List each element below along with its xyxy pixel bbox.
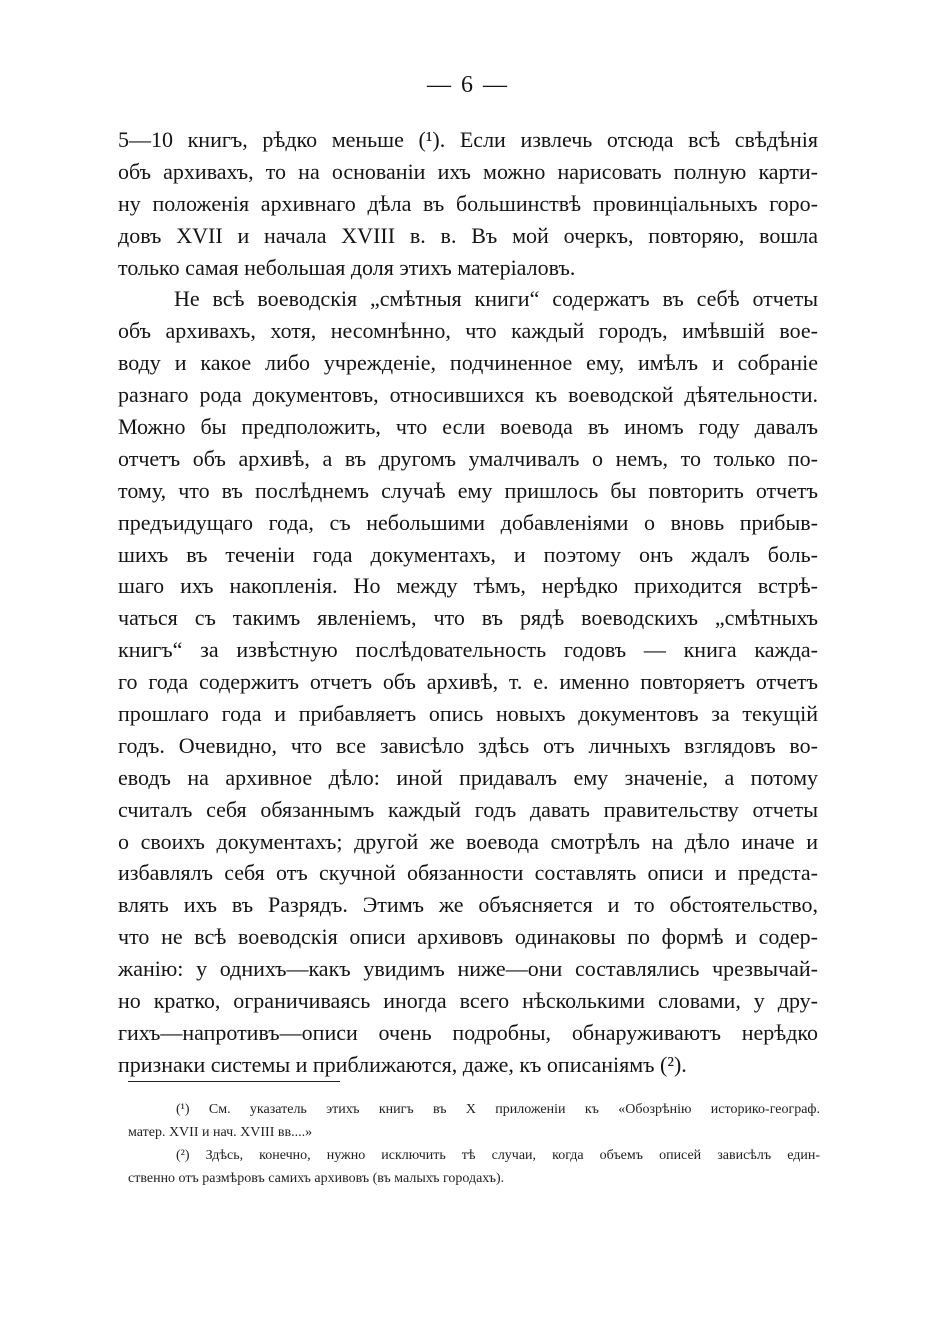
text-line: считалъ себя обязаннымъ каждый годъ давать правительству отчеты (118, 796, 818, 822)
text-line: прошлаго года и прибавляетъ опись новыхъ документовъ за текущій (118, 701, 818, 727)
text-line: разнаго рода документовъ, относившихся къ воеводской дѣятельности. (118, 382, 818, 408)
text-line: годъ. Очевидно, что все зависѣло здѣсь отъ личныхъ взглядовъ во- (118, 732, 818, 758)
text-line: Не всѣ воеводскія „смѣтныя книги“ содержатъ въ себѣ отчеты (174, 286, 818, 312)
text-line: гихъ—напротивъ—описи очень подробны, обнаруживаютъ нерѣдко (118, 1019, 818, 1045)
text-line: го года содержитъ отчетъ объ архивѣ, т. е. именно повторяетъ отчетъ (118, 669, 818, 695)
text-line: избавлялъ себя отъ скучной обязанности составлять описи и предста- (118, 860, 818, 886)
text-line: тому, что въ послѣднемъ случаѣ ему пришлось бы повторить отчетъ (118, 477, 818, 503)
text-line: признаки системы и приближаются, даже, къ описаніямъ (²). (118, 1051, 687, 1077)
footnote-line: (²) Здѣсь, конечно, нужно исключить тѣ случаи, когда объемъ описей зависѣлъ един- (176, 1148, 820, 1163)
page-number: — 6 — (427, 72, 509, 98)
text-line: влять ихъ въ Разрядъ. Этимъ же объясняется и то обстоятельство, (118, 892, 818, 918)
main-text (118, 124, 818, 1081)
text-line: только самая небольшая доля этихъ матеріаловъ. (118, 254, 576, 280)
text-line: объ архивахъ, хотя, несомнѣнно, что каждый городъ, имѣвшій вое- (118, 318, 818, 344)
text-line: воду и какое либо учрежденіе, подчиненное ему, имѣлъ и собраніе (118, 350, 818, 376)
text-line: довъ XVII и начала XVIII в. в. Въ мой очеркъ, повторяю, вошла (118, 222, 818, 248)
footnotes (128, 1098, 820, 1190)
footnote-divider (128, 1081, 340, 1082)
text-line: объ архивахъ, то на основаніи ихъ можно нарисовать полную карти- (118, 158, 818, 184)
footnote-line: ственно отъ размѣровъ самихъ архивовъ (въ малыхъ городахъ). (128, 1171, 505, 1186)
text-line: отчетъ объ архивѣ, а въ другомъ умалчивалъ о немъ, то только по- (118, 445, 818, 471)
text-line: ну положенія архивнаго дѣла въ большинствѣ провинціальныхъ горо- (118, 190, 818, 216)
text-line: о своихъ документахъ; другой же воевода смотрѣлъ на дѣло иначе и (118, 828, 818, 854)
text-line: чаться съ такимъ явленіемъ, что въ рядѣ воеводскихъ „смѣтныхъ (118, 605, 818, 631)
text-line: но кратко, ограничиваясь иногда всего нѣсколькими словами, у дру- (118, 988, 818, 1014)
text-line: шаго ихъ накопленія. Но между тѣмъ, нерѣдко приходится встрѣ- (118, 573, 818, 599)
footnote-line: (¹) См. указатель этихъ книгъ въ X приложеніи къ «Обозрѣнію историко-географ. (176, 1102, 820, 1117)
text-line: жанію: у однихъ—какъ увидимъ ниже—они составлялись чрезвычай- (118, 956, 818, 982)
footnote-line: матер. XVII и нач. XVIII вв....» (128, 1125, 313, 1140)
text-line: шихъ въ теченіи года документахъ, и поэтому онъ ждалъ боль- (118, 541, 818, 567)
text-line: 5—10 книгъ, рѣдко меньше (¹). Если извлечь отсюда всѣ свѣдѣнія (118, 127, 818, 152)
text-line: еводъ на архивное дѣло: иной придавалъ ему значеніе, а потому (118, 764, 818, 790)
text-line: Можно бы предположить, что если воевода въ иномъ году давалъ (118, 414, 818, 440)
text-line: книгъ“ за извѣстную послѣдовательность годовъ — книга кажда- (118, 637, 818, 663)
text-line: предъидущаго года, съ небольшими добавленіями о вновь прибыв- (118, 509, 818, 535)
text-line: что не всѣ воеводскія описи архивовъ одинаковы по формѣ и содер- (118, 924, 818, 950)
